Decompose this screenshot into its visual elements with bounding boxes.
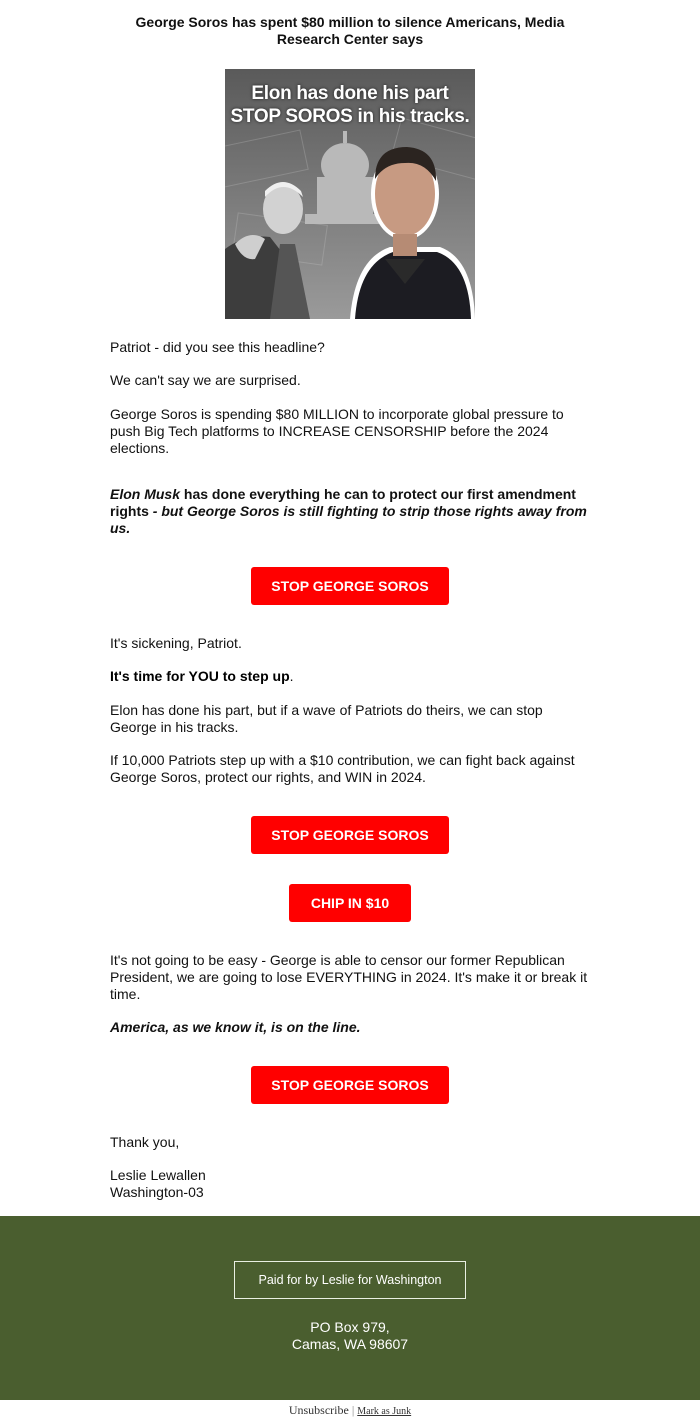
paragraph-not-easy: It's not going to be easy - George is able to censor our former Republican President, we are going to lose EVERYTHING in 2024. It's make it or break it time. bbox=[110, 952, 588, 1002]
link-separator: | bbox=[351, 1403, 355, 1417]
hero-caption-line2: STOP SOROS in his tracks. bbox=[230, 106, 470, 127]
elon-musk-middle: has done everything he can to protect our first amendment rights bbox=[110, 486, 576, 519]
paragraph-surprised: We can't say we are surprised. bbox=[110, 372, 301, 388]
stop-george-soros-button-2[interactable]: STOP GEORGE SOROS bbox=[251, 816, 449, 854]
elon-musk-tail: - but George Soros is still fighting to strip those rights away from us. bbox=[110, 503, 587, 536]
signer-name: Leslie Lewallen bbox=[110, 1167, 206, 1183]
paragraph-america-on-line: America, as we know it, is on the line. bbox=[110, 1019, 361, 1035]
address-line2: Camas, WA 98607 bbox=[291, 1336, 409, 1352]
step-up-bold: It's time for YOU to step up bbox=[110, 668, 290, 684]
paragraph-elon-musk bbox=[110, 486, 590, 537]
mark-as-junk-link[interactable]: Mark as Junk bbox=[357, 1406, 412, 1417]
hero-caption-line1: Elon has done his part bbox=[251, 83, 449, 104]
signoff: Thank you, bbox=[110, 1134, 180, 1150]
stop-george-soros-button-1[interactable]: STOP GEORGE SOROS bbox=[251, 567, 449, 605]
address-line1: PO Box 979, bbox=[310, 1319, 390, 1335]
paragraph-step-up bbox=[110, 668, 590, 685]
paragraph-sickening: It's sickening, Patriot. bbox=[110, 635, 242, 651]
chip-in-10-button[interactable]: CHIP IN $10 bbox=[289, 884, 411, 922]
paragraph-elon-did-part: Elon has done his part, but if a wave of Patriots do theirs, we can stop George in his tracks. bbox=[110, 702, 543, 735]
stop-george-soros-button-3[interactable]: STOP GEORGE SOROS bbox=[251, 1066, 449, 1104]
unsubscribe-link[interactable]: Unsubscribe bbox=[288, 1403, 349, 1417]
paragraph-soros-spending: George Soros is spending $80 MILLION to incorporate global pressure to push Big Tech platforms to INCREASE CENSORSHIP before the 2024 elections. bbox=[110, 406, 564, 456]
email-footer bbox=[0, 1216, 700, 1400]
paragraph-greeting: Patriot - did you see this headline? bbox=[110, 339, 325, 355]
step-up-end: . bbox=[289, 668, 294, 684]
hero-image[interactable] bbox=[225, 69, 475, 319]
bottom-links bbox=[0, 1403, 700, 1418]
paid-for-disclaimer: Paid for by Leslie for Washington bbox=[234, 1261, 466, 1299]
elon-musk-name: Elon Musk bbox=[110, 486, 181, 502]
signer-district: Washington-03 bbox=[110, 1184, 204, 1200]
email-headline: George Soros has spent $80 million to silence Americans, Media Research Center says bbox=[135, 14, 565, 47]
paragraph-10000-patriots: If 10,000 Patriots step up with a $10 contribution, we can fight back against George Soros, protect our rights, and WIN in 2024. bbox=[110, 752, 575, 785]
